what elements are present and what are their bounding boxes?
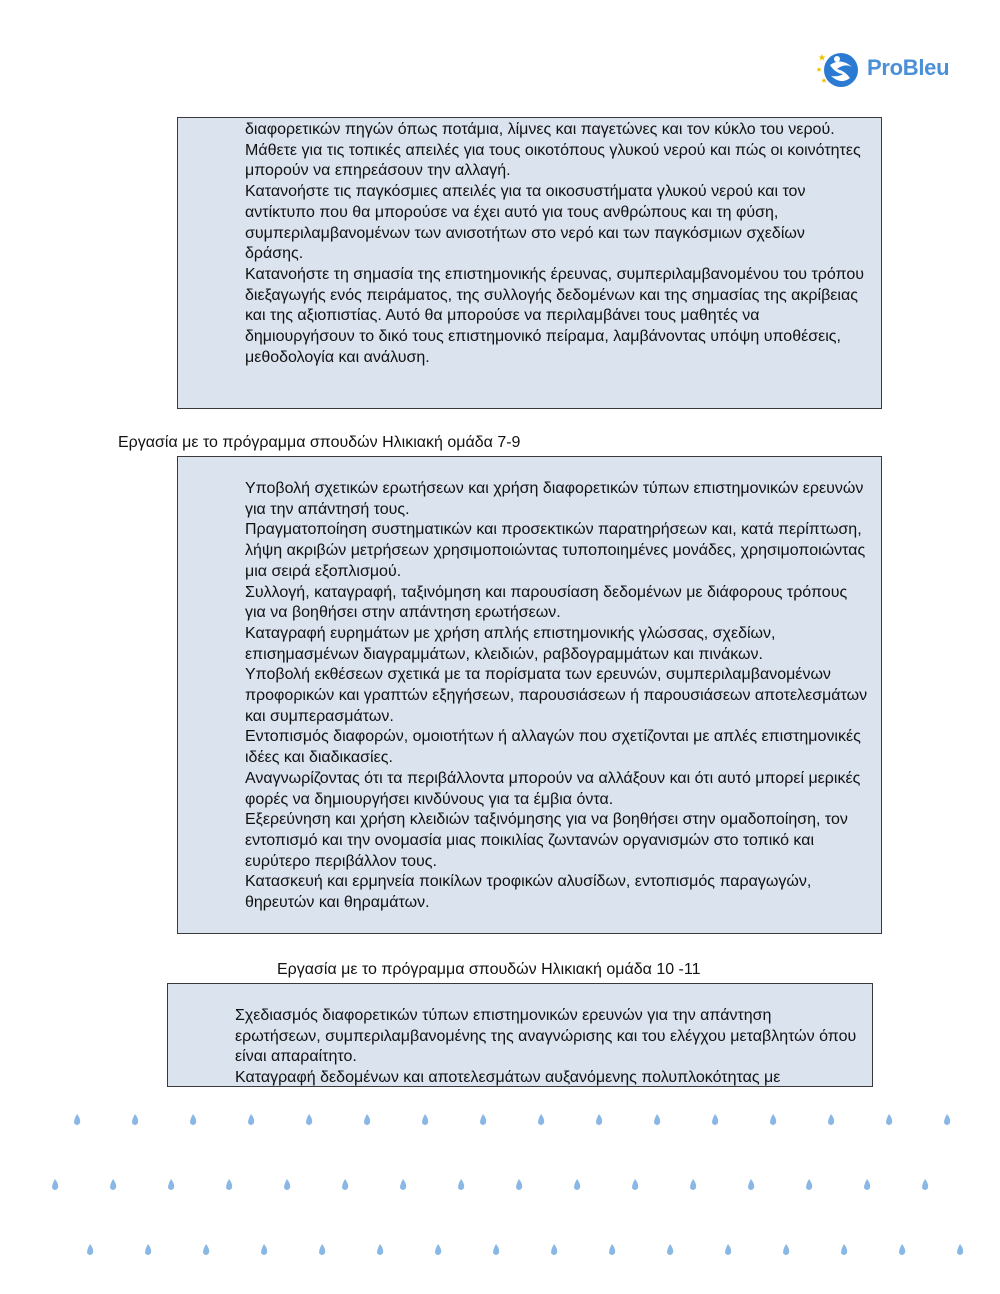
paragraph: Συλλογή, καταγραφή, ταξινόμηση και παρουσίαση δεδομένων με διάφορους τρόπους για να βοηθήσει στην απάντηση ερωτήσεων. bbox=[245, 583, 848, 622]
droplet-icon bbox=[596, 1114, 602, 1125]
section-heading-age-10-11: Εργασία με το πρόγραμμα σπουδών Ηλικιακή ομάδα 10 -11 bbox=[277, 961, 701, 978]
droplet-icon bbox=[377, 1244, 383, 1255]
droplet-icon bbox=[922, 1179, 928, 1190]
droplet-icon bbox=[168, 1179, 174, 1190]
paragraph: Εξερεύνηση και χρήση κλειδιών ταξινόμησης για να βοηθήσει στην ομαδοποίηση, τον εντοπισμό και την ονομασία μιας ποικιλίας ζωντανών οργανισμών στο τοπικό και ευρύτερο περιβάλλον τους. bbox=[245, 811, 848, 870]
droplet-icon bbox=[435, 1244, 441, 1255]
droplet-icon bbox=[422, 1114, 428, 1125]
droplet-icon bbox=[609, 1244, 615, 1255]
paragraph: Κατανοήστε τη σημασία της επιστημονικής έρευνας, συμπεριλαμβανομένου του τρόπου διεξαγωγής ενός πειράματος, της συλλογής δεδομένων και της σημασίας της ακρίβειας και της αξιοπιστίας. Αυτό θα μπορούσε να περιλαμβάνει τους μαθητές να δημιουργήσουν το δικό τους επιστημονικό πείραμα, λαμβάνοντας υπόψη υποθέσεις, μεθοδολογία και ανάλυση. bbox=[245, 265, 864, 366]
paragraph: Αναγνωρίζοντας ότι τα περιβάλλοντα μπορούν να αλλάξουν και ότι αυτό μπορεί μερικές φορές να δημιουργήσει κινδύνους για τα έμβια όντα. bbox=[245, 769, 861, 808]
droplet-icon bbox=[864, 1179, 870, 1190]
paragraph: Καταγραφή ευρημάτων με χρήση απλής επιστημονικής γλώσσας, σχεδίων, επισημασμένων διαγραμμάτων, κλειδιών, ραβδογραμμάτων και πινάκων. bbox=[245, 624, 776, 663]
droplet-icon bbox=[667, 1244, 673, 1255]
droplet-icon bbox=[632, 1179, 638, 1190]
droplet-icon bbox=[319, 1244, 325, 1255]
paragraph: Μάθετε για τις τοπικές απειλές για τους οικοτόπους γλυκού νερού και πώς οι κοινότητες μπορούν να επηρεάσουν την αλλαγή. bbox=[245, 141, 861, 180]
droplet-icon bbox=[203, 1244, 209, 1255]
curriculum-box-continued bbox=[177, 117, 882, 409]
droplet-icon bbox=[261, 1244, 267, 1255]
droplet-icon bbox=[458, 1179, 464, 1190]
droplet-icon bbox=[944, 1114, 950, 1125]
droplet-icon bbox=[899, 1244, 905, 1255]
droplet-icon bbox=[748, 1179, 754, 1190]
droplet-pattern bbox=[0, 1100, 1000, 1280]
droplet-icon bbox=[342, 1179, 348, 1190]
paragraph: Πραγματοποίηση συστηματικών και προσεκτικών παρατηρήσεων και, κατά περίπτωση, λήψη ακριβών μετρήσεων χρησιμοποιώντας τυποποιημένες μονάδες, χρησιμοποιώντας μια σειρά εξοπλισμού. bbox=[245, 521, 866, 580]
droplet-icon bbox=[770, 1114, 776, 1125]
droplet-icon bbox=[284, 1179, 290, 1190]
droplet-icon bbox=[364, 1114, 370, 1125]
droplet-icon bbox=[226, 1179, 232, 1190]
droplet-icon bbox=[690, 1179, 696, 1190]
probleu-logo bbox=[815, 45, 975, 95]
droplet-icon bbox=[110, 1179, 116, 1190]
paragraph: Κατανοήστε τις παγκόσμιες απειλές για τα οικοσυστήματα γλυκού νερού και τον αντίκτυπο που θα μπορούσε να έχει αυτό για τους ανθρώπους και τη φύση, συμπεριλαμβανομένων των ανισοτήτων στο νερό και των παγκόσμιων σχεδίων δράσης. bbox=[245, 183, 806, 263]
droplet-icon bbox=[87, 1244, 93, 1255]
droplet-icon bbox=[132, 1114, 138, 1125]
droplet-icon bbox=[52, 1179, 58, 1190]
droplet-icon bbox=[493, 1244, 499, 1255]
section-heading-age-7-9: Εργασία με το πρόγραμμα σπουδών Ηλικιακή ομάδα 7-9 bbox=[118, 434, 521, 451]
curriculum-box-age-7-9 bbox=[177, 456, 882, 934]
probleu-emblem-icon bbox=[815, 45, 865, 95]
droplet-icon bbox=[480, 1114, 486, 1125]
droplet-icon bbox=[306, 1114, 312, 1125]
droplet-icon bbox=[516, 1179, 522, 1190]
droplet-icon bbox=[551, 1244, 557, 1255]
paragraph: Κατασκευή και ερμηνεία ποικίλων τροφικών αλυσίδων, εντοπισμός παραγωγών, θηρευτών και θηραμάτων. bbox=[245, 873, 812, 912]
droplet-icon bbox=[654, 1114, 660, 1125]
droplet-icon bbox=[538, 1114, 544, 1125]
paragraph: Καταγραφή δεδομένων και αποτελεσμάτων αυξανόμενης πολυπλοκότητας με bbox=[235, 1069, 781, 1087]
droplet-icon bbox=[74, 1114, 80, 1125]
droplet-icon bbox=[190, 1114, 196, 1125]
droplet-icon bbox=[145, 1244, 151, 1255]
droplet-icon bbox=[248, 1114, 254, 1125]
curriculum-box-age-10-11 bbox=[167, 983, 873, 1087]
droplet-icon bbox=[957, 1244, 963, 1255]
droplet-icon bbox=[725, 1244, 731, 1255]
paragraph: Σχεδιασμός διαφορετικών τύπων επιστημονικών ερευνών για την απάντηση ερωτήσεων, συμπεριλαμβανομένης της αναγνώρισης και του ελέγχου μεταβλητών όπου είναι απαραίτητο. bbox=[235, 1007, 857, 1066]
paragraph: Υποβολή εκθέσεων σχετικά με τα πορίσματα των ερευνών, συμπεριλαμβανομένων προφορικών και γραπτών εξηγήσεων, παρουσιάσεων ή παρουσιάσεων αποτελεσμάτων και συμπερασμάτων. bbox=[245, 666, 868, 725]
droplet-icon bbox=[574, 1179, 580, 1190]
droplet-icon bbox=[886, 1114, 892, 1125]
droplet-icon bbox=[841, 1244, 847, 1255]
droplet-icon bbox=[400, 1179, 406, 1190]
droplet-icon bbox=[806, 1179, 812, 1190]
droplet-icon bbox=[783, 1244, 789, 1255]
droplet-icon bbox=[712, 1114, 718, 1125]
paragraph: διαφορετικών πηγών όπως ποτάμια, λίμνες και παγετώνες και τον κύκλο του νερού. bbox=[245, 121, 835, 138]
paragraph: Υποβολή σχετικών ερωτήσεων και χρήση διαφορετικών τύπων επιστημονικών ερευνών για την απάντησή τους. bbox=[245, 480, 864, 518]
paragraph: Εντοπισμός διαφορών, ομοιοτήτων ή αλλαγών που σχετίζονται με απλές επιστημονικές ιδέες και διαδικασίες. bbox=[245, 728, 861, 767]
droplet-icon bbox=[828, 1114, 834, 1125]
brand-name: ProBleu bbox=[867, 55, 950, 80]
